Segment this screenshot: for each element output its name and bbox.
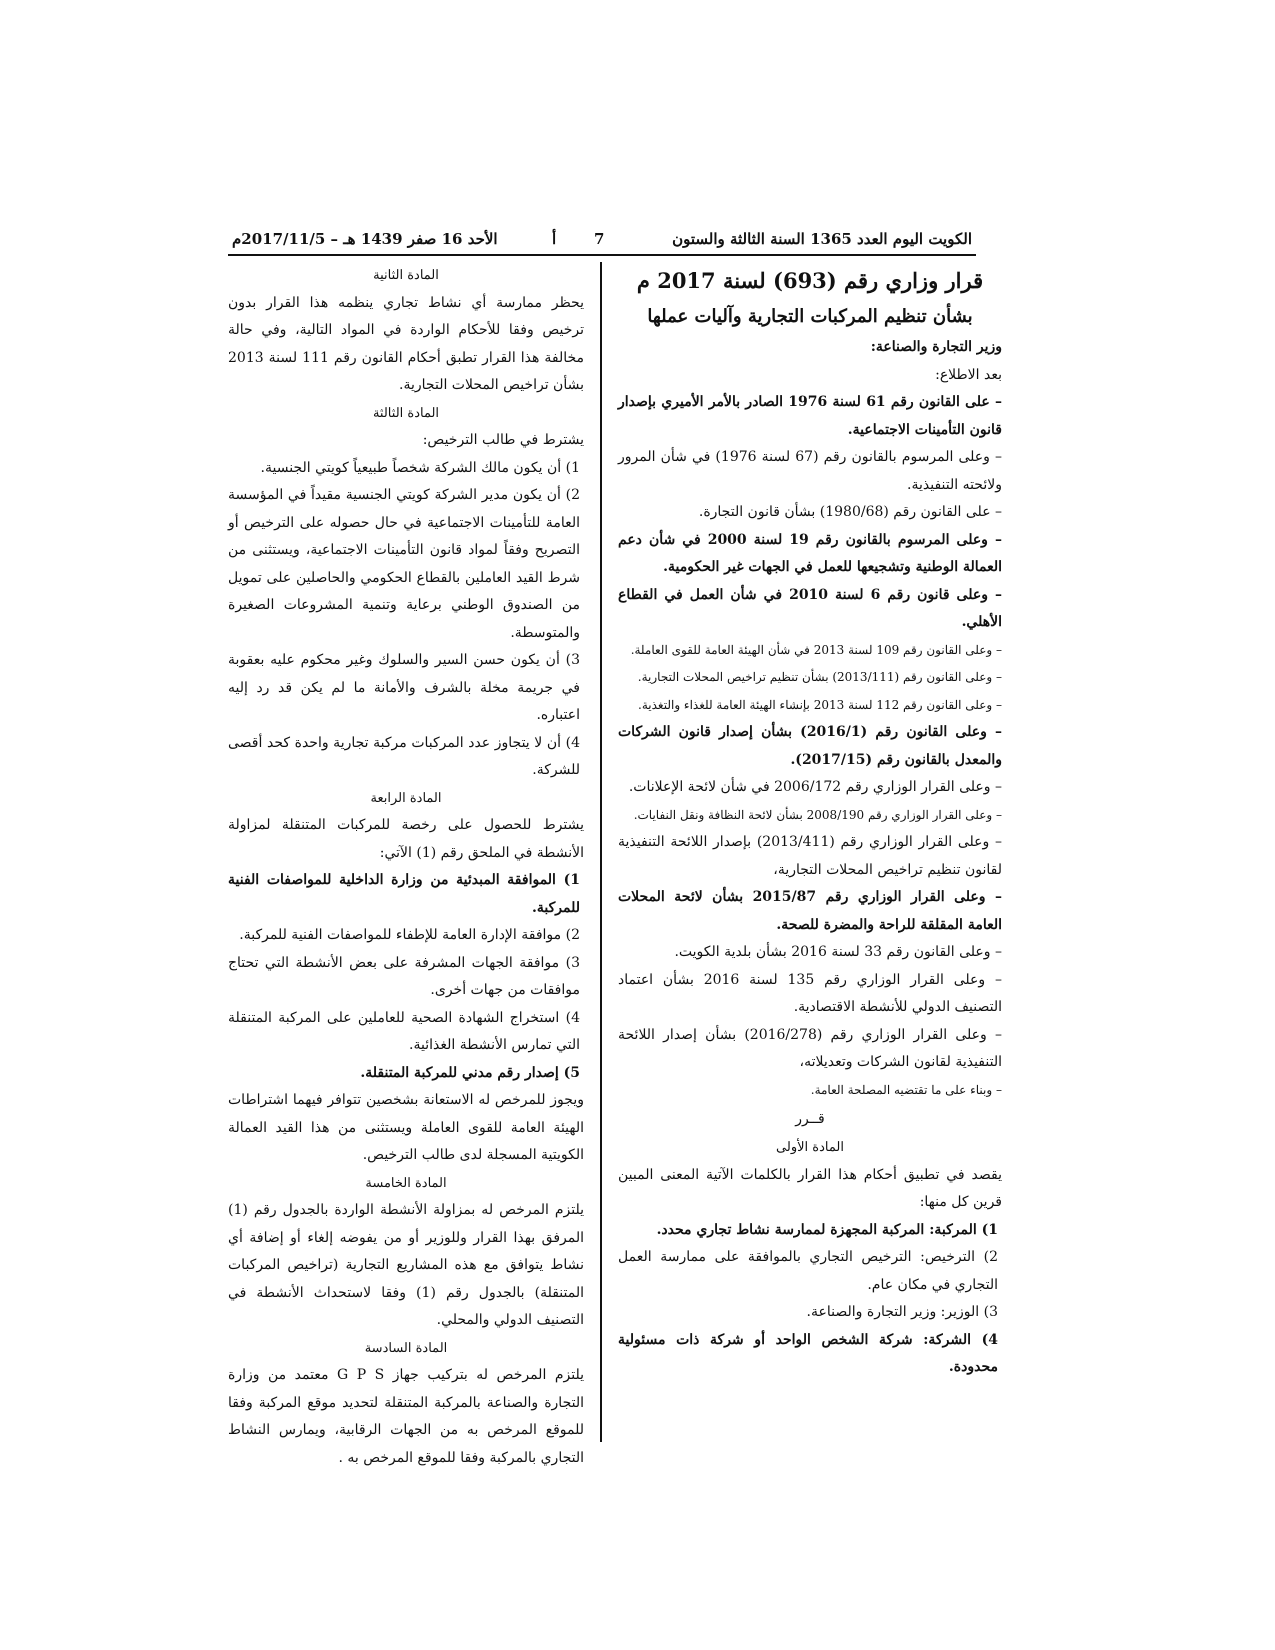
article-3-item: 1) أن يكون مالك الشركة شخصاً طبيعياً كويتي الجنسية. [260,459,580,476]
article-1-intro: يقصد في تطبيق أحكام هذا القرار بالكلمات الآتية المعنى المبين قرين كل منها: [618,1166,1002,1210]
preamble-item: – وعلى القرار الوزاري رقم (2013/411) بإصدار اللائحة التنفيذية لقانون تنظيم تراخيص المحلات التجارية، [618,834,1002,878]
column-divider [600,262,602,1442]
right-column [618,262,1002,1382]
decree-word: قــرر [795,1111,825,1127]
page-header [228,226,976,256]
issue-date: الأحد 16 صفر 1439 هـ – 2017/11/5م [232,230,498,248]
preamble-item: – وعلى القرار الوزاري رقم 135 لسنة 2016 بشأن اعتماد التصنيف الدولي للأنشطة الاقتصادية. [618,971,1002,1015]
decree-title: قرار وزاري رقم (693) لسنة 2017 م [636,268,984,293]
page-number: 7 [594,230,605,248]
article-3-item: 2) أن يكون مدير الشركة كويتي الجنسية مقيداً في المؤسسة العامة للتأمينات الاجتماعية في حال حصوله على الترخيص أو التصريح وفقاً لمواد قانون التأمينات الاجتماعية، ويستثنى من شرط القيد العاملين بالقطاع الحكومي والحاصلين على تمويل من الصندوق الوطني برعاية وتنمية المشروعات الصغيرة والمتوسطة. [228,487,580,641]
article-6-heading: المادة السادسة [364,1340,448,1356]
preamble-item: – وبناء على ما تقتضيه المصلحة العامة. [810,1082,1002,1097]
preamble-item: – وعلى القرار الوزاري رقم 2006/172 في شأن لائحة الإعلانات. [628,779,1002,795]
preamble-item: – وعلى المرسوم بالقانون رقم 19 لسنة 2000 في شأن دعم العمالة الوطنية وتشجيعها للعمل في الجهات غير الحكومية. [618,531,1002,575]
article-4-closing: ويجوز للمرخص له الاستعانة بشخصين تتوافر فيهما اشتراطات الهيئة العامة للقوى العاملة ويستثنى من هذا القيد العمالة الكويتية المسجلة لدى طالب الترخيص. [228,1092,584,1163]
article-2-heading: المادة الثانية [373,268,439,283]
preamble-item: – وعلى القرار الوزاري رقم (2016/278) بشأن إصدار اللائحة التنفيذية لقانون الشركات وتعديلاته، [618,1026,1002,1070]
decree-subtitle: بشأن تنظيم المركبات التجارية وآليات عملها [647,306,973,327]
preamble-item: – على القانون رقم (1980/68) بشأن قانون التجارة. [698,504,1002,520]
article-5-heading: المادة الخامسة [365,1175,447,1191]
article-4-item: 4) استخراج الشهادة الصحية للعاملين على المركبة المتنقلة التي تمارس الأنشطة الغذائية. [228,1009,580,1053]
article-4-intro: يشترط للحصول على رخصة للمركبات المتنقلة لمزاولة الأنشطة في الملحق رقم (1) الآتي: [228,817,584,861]
article-3-heading: المادة الثالثة [372,405,440,421]
article-3-intro: يشترط في طالب الترخيص: [422,432,584,448]
preamble-item: – وعلى القانون رقم (2013/111) بشأن تنظيم تراخيص المحلات التجارية. [637,670,1002,684]
article-1-item: 2) الترخيص: الترخيص التجاري بالموافقة على ممارسة العمل التجاري في مكان عام. [618,1249,998,1293]
article-4-item: 1) الموافقة المبدئية من وزارة الداخلية للمواصفات الفنية للمركبة. [228,872,580,916]
article-1-item: 3) الوزير: وزير التجارة والصناعة. [806,1304,998,1320]
article-1-item: 4) الشركة: شركة الشخص الواحد أو شركة ذات مسئولية محدودة. [618,1331,998,1375]
article-4-item: 3) موافقة الجهات المشرفة على بعض الأنشطة التي تحتاج موافقات من جهات أخرى. [228,954,580,998]
preamble-item: – وعلى القانون رقم 109 لسنة 2013 في شأن الهيئة العامة للقوى العاملة. [630,642,1002,657]
after-review-line: بعد الاطلاع: [935,366,1002,383]
article-4-heading: المادة الرابعة [370,790,442,806]
gazette-issue: الكويت اليوم العدد 1365 السنة الثالثة والستون [672,230,972,248]
article-3-item: 4) أن لا يتجاوز عدد المركبات مركبة تجارية واحدة كحد أقصى للشركة. [228,734,580,778]
preamble-item: – وعلى القانون رقم 33 لسنة 2016 بشأن بلدية الكويت. [674,944,1002,960]
preamble-item: – على القانون رقم 61 لسنة 1976 الصادر بالأمر الأميري بإصدار قانون التأمينات الاجتماعية. [618,394,1002,438]
preamble-item: – وعلى قانون رقم 6 لسنة 2010 في شأن العمل في القطاع الأهلي. [618,586,1002,630]
preamble-item: – وعلى القانون رقم (2016/1) بشأن إصدار قانون الشركات والمعدل بالقانون رقم (2017/15). [618,724,1002,768]
article-4-item: 5) إصدار رقم مدني للمركبة المتنقلة. [360,1064,580,1081]
article-1-heading: المادة الأولى [776,1140,844,1155]
article-1-item: 1) المركبة: المركبة المجهزة لممارسة نشاط تجاري محدد. [656,1221,998,1238]
preamble-item: – وعلى القانون رقم 112 لسنة 2013 بإنشاء الهيئة العامة للغذاء والتغذية. [638,697,1002,712]
preamble-item: – وعلى القرار الوزاري رقم 2015/87 بشأن لائحة المحلات العامة المقلقة للراحة والمضرة للصحة. [618,889,1002,933]
minister-line: وزير التجارة والصناعة: [870,339,1002,355]
article-4-item: 2) موافقة الإدارة العامة للإطفاء للمواصفات الفنية للمركبة. [239,927,580,943]
left-column [228,262,584,1472]
preamble-item: – وعلى القرار الوزاري رقم 2008/190 بشأن لائحة النظافة ونقل النفايات. [633,807,1002,822]
article-2-text: يحظر ممارسة أي نشاط تجاري ينظمه هذا القرار بدون ترخيص وفقا للأحكام الواردة في المواد التالية، وفي حالة مخالفة هذا القرار تطبق أحكام القانون رقم 111 لسنة 2013 بشأن تراخيص المحلات التجارية. [228,294,585,393]
column-letter: أ [552,230,557,248]
preamble-item: – وعلى المرسوم بالقانون رقم (67 لسنة 1976) في شأن المرور ولائحته التنفيذية. [618,449,1002,493]
article-6-text: يلتزم المرخص له بتركيب جهاز G P S معتمد من وزارة التجارة والصناعة بالمركبة المتنقلة لتحديد موقع المركبة وفقا للموقع المرخص به من الجهات الرقابية، ويمارس النشاط التجاري بالمركبة وفقا للموقع المرخص به . [228,1367,584,1466]
article-3-item: 3) أن يكون حسن السير والسلوك وغير محكوم عليه بعقوبة في جريمة مخلة بالشرف والأمانة ما لم يكن قد رد إليه اعتباره. [228,652,580,723]
article-5-text: يلتزم المرخص له بمزاولة الأنشطة الواردة بالجدول رقم (1) المرفق بهذا القرار وللوزير أو من يفوضه إلغاء أو إضافة أي نشاط يتوافق مع هذه المشاريع التجارية (تراخيص المركبات المتنقلة) بالجدول رقم (1) وفقا لاستحداث الأنشطة في التصنيف الدولي والمحلي. [228,1202,584,1328]
